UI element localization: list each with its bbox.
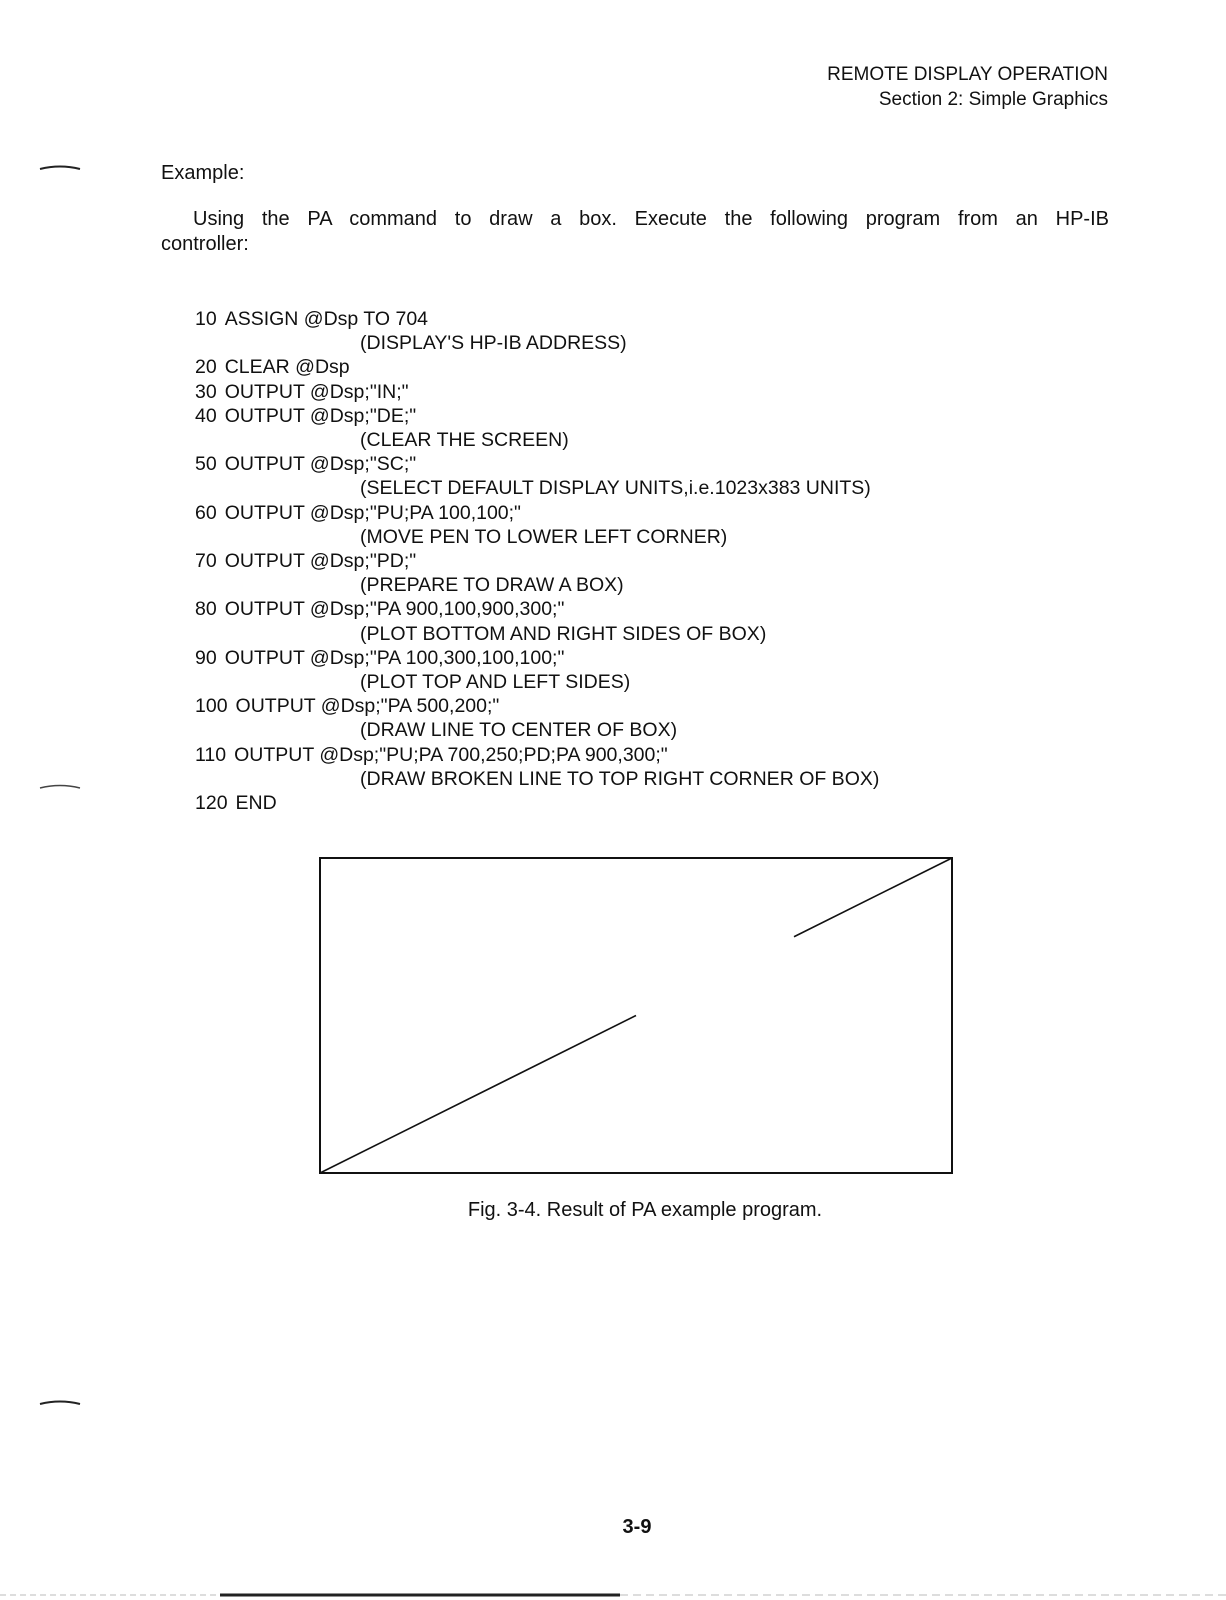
line-number: 50 — [195, 453, 217, 476]
program-line — [195, 791, 879, 815]
line-number: 80 — [195, 598, 217, 621]
margin-mark — [38, 165, 82, 171]
line-code: OUTPUT @Dsp;"PU;PA 100,100;" — [224, 501, 521, 524]
page-number — [0, 1516, 1226, 1539]
program-line — [195, 646, 879, 670]
line-code: OUTPUT @Dsp;"SC;" — [224, 453, 417, 476]
line-code: OUTPUT @Dsp;"PU;PA 700,250;PD;PA 900,300;" — [234, 743, 668, 766]
program-line — [195, 380, 879, 404]
example-heading: Example: — [161, 162, 245, 184]
program-line — [195, 597, 879, 621]
program-line — [195, 694, 879, 718]
line-number: 90 — [195, 646, 217, 669]
line-code: OUTPUT @Dsp;"PA 500,200;" — [235, 695, 500, 718]
program-line — [195, 404, 879, 428]
plotted-line-segment — [320, 1016, 636, 1174]
line-code: CLEAR @Dsp — [224, 356, 350, 379]
line-comment: (DRAW BROKEN LINE TO TOP RIGHT CORNER OF BOX) — [360, 767, 880, 790]
line-number: 110 — [195, 743, 227, 766]
line-comment: (PLOT TOP AND LEFT SIDES) — [360, 671, 631, 694]
line-comment: (PREPARE TO DRAW A BOX) — [360, 574, 624, 597]
program-line — [195, 452, 879, 476]
line-number: 70 — [195, 550, 217, 573]
plot-svg — [318, 856, 954, 1175]
program-line — [195, 743, 879, 767]
program-listing — [195, 307, 879, 815]
line-number: 100 — [195, 695, 228, 718]
plotted-line-segment — [794, 858, 952, 937]
line-comment: (DRAW LINE TO CENTER OF BOX) — [360, 719, 678, 742]
line-number: 120 — [195, 792, 228, 815]
line-code: OUTPUT @Dsp;"DE;" — [224, 404, 417, 427]
line-comment: (PLOT BOTTOM AND RIGHT SIDES OF BOX) — [360, 622, 767, 645]
margin-mark — [38, 784, 82, 790]
page-number-text: 3-9 — [622, 1516, 652, 1538]
line-number: 60 — [195, 501, 217, 524]
line-code: END — [235, 792, 277, 815]
program-line — [195, 501, 879, 525]
intro-paragraph — [161, 207, 1109, 257]
scan-edge-rule — [0, 1592, 1226, 1598]
line-number: 20 — [195, 356, 217, 379]
line-code: OUTPUT @Dsp;"PD;" — [224, 550, 417, 573]
line-code: OUTPUT @Dsp;"PA 100,300,100,100;" — [224, 646, 565, 669]
program-line — [195, 549, 879, 573]
line-number: 40 — [195, 404, 217, 427]
line-comment: (MOVE PEN TO LOWER LEFT CORNER) — [360, 525, 728, 548]
line-code: OUTPUT @Dsp;"IN;" — [224, 380, 409, 403]
running-header — [827, 62, 1108, 112]
line-comment: (CLEAR THE SCREEN) — [360, 429, 569, 452]
program-line — [195, 355, 879, 379]
figure-caption-text: Fig. 3-4. Result of PA example program. — [467, 1199, 823, 1221]
intro-line-2: controller: — [161, 233, 249, 255]
line-number: 10 — [195, 308, 217, 330]
margin-mark — [38, 1400, 82, 1406]
header-title: REMOTE DISPLAY OPERATION — [827, 64, 1108, 85]
figure-caption — [0, 1199, 1226, 1222]
intro-line-1: Using the PA command to draw a box. Execute the following program from an HP-IB — [193, 208, 1109, 230]
line-code: ASSIGN @Dsp TO 704 — [224, 308, 429, 330]
line-comment: (DISPLAY'S HP-IB ADDRESS) — [360, 332, 627, 355]
line-number: 30 — [195, 380, 217, 403]
line-comment: (SELECT DEFAULT DISPLAY UNITS,i.e.1023x383 UNITS) — [360, 477, 871, 500]
figure-plot — [318, 856, 954, 1175]
line-code: OUTPUT @Dsp;"PA 900,100,900,300;" — [224, 598, 565, 621]
header-section: Section 2: Simple Graphics — [878, 89, 1108, 110]
program-line — [195, 307, 879, 331]
